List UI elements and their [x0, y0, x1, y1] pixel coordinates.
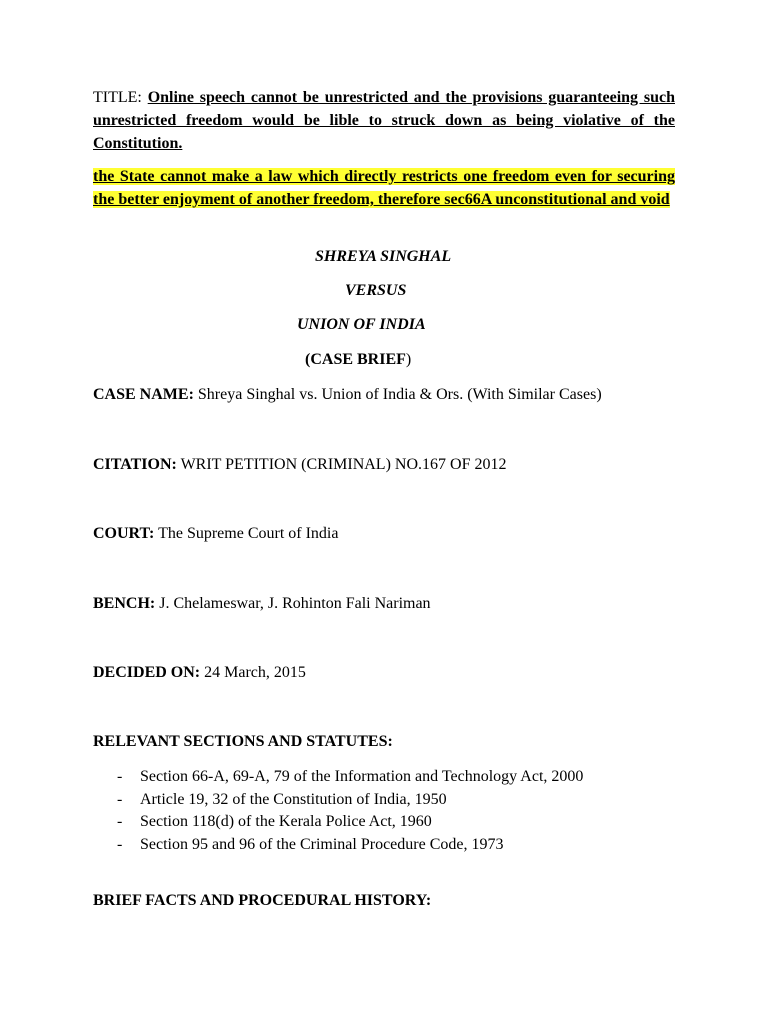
citation-label: CITATION:	[93, 456, 177, 473]
decided-on-value: 24 March, 2015	[200, 664, 306, 681]
petitioner-name: SHREYA SINGHAL	[315, 248, 452, 265]
highlighted-holding	[93, 165, 675, 211]
case-name-label: CASE NAME:	[93, 386, 194, 403]
list-item-text: Article 19, 32 of the Constitution of India, 1950	[140, 790, 447, 808]
relevant-sections-heading: RELEVANT SECTIONS AND STATUTES:	[93, 733, 393, 750]
decided-on-label: DECIDED ON:	[93, 664, 201, 681]
case-name-value: Shreya Singhal vs. Union of India & Ors. (With Similar Cases)	[193, 386, 602, 403]
court-label: COURT:	[93, 525, 155, 542]
dash-bullet: -	[117, 836, 123, 854]
list-item	[117, 789, 583, 812]
highlighted-holding-text: the State cannot make a law which directly restricts one freedom even for securing the better enjoyment of another freedom, therefore sec66A unconstitutional and void	[93, 168, 675, 208]
relevant-sections-list	[117, 766, 583, 857]
citation-value: WRIT PETITION (CRIMINAL) NO.167 OF 2012	[176, 456, 507, 473]
decided-on-field	[93, 664, 306, 682]
versus-label: VERSUS	[345, 282, 407, 299]
list-item-text: Section 118(d) of the Kerala Police Act, 1960	[140, 813, 432, 831]
list-item	[117, 766, 583, 789]
case-brief-text: (CASE BRIEF	[305, 351, 406, 368]
bench-label: BENCH:	[93, 595, 156, 612]
citation-field	[93, 456, 506, 474]
list-item-text: Section 95 and 96 of the Criminal Procedure Code, 1973	[140, 836, 504, 854]
dash-bullet: -	[117, 790, 123, 808]
bench-value: J. Chelameswar, J. Rohinton Fali Nariman	[155, 595, 431, 612]
court-field	[93, 525, 338, 543]
case-brief-label	[305, 351, 411, 369]
title-label: TITLE:	[93, 89, 142, 106]
brief-facts-heading: BRIEF FACTS AND PROCEDURAL HISTORY:	[93, 892, 432, 909]
court-value: The Supreme Court of India	[154, 525, 339, 542]
dash-bullet: -	[117, 813, 123, 831]
case-brief-close: )	[405, 351, 412, 368]
respondent-name: UNION OF INDIA	[297, 316, 426, 333]
bench-field	[93, 595, 431, 613]
title-paragraph	[93, 86, 675, 155]
list-item	[117, 834, 583, 857]
dash-bullet: -	[117, 768, 123, 785]
list-item	[117, 811, 583, 834]
case-name-field	[93, 386, 602, 404]
list-item-text: Section 66-A, 69-A, 79 of the Information and Technology Act, 2000	[140, 768, 584, 785]
title-text: Online speech cannot be unrestricted and the provisions guaranteeing such unrestricted freedom would be lible to struck down as being violative of the Constitution.	[93, 89, 675, 152]
